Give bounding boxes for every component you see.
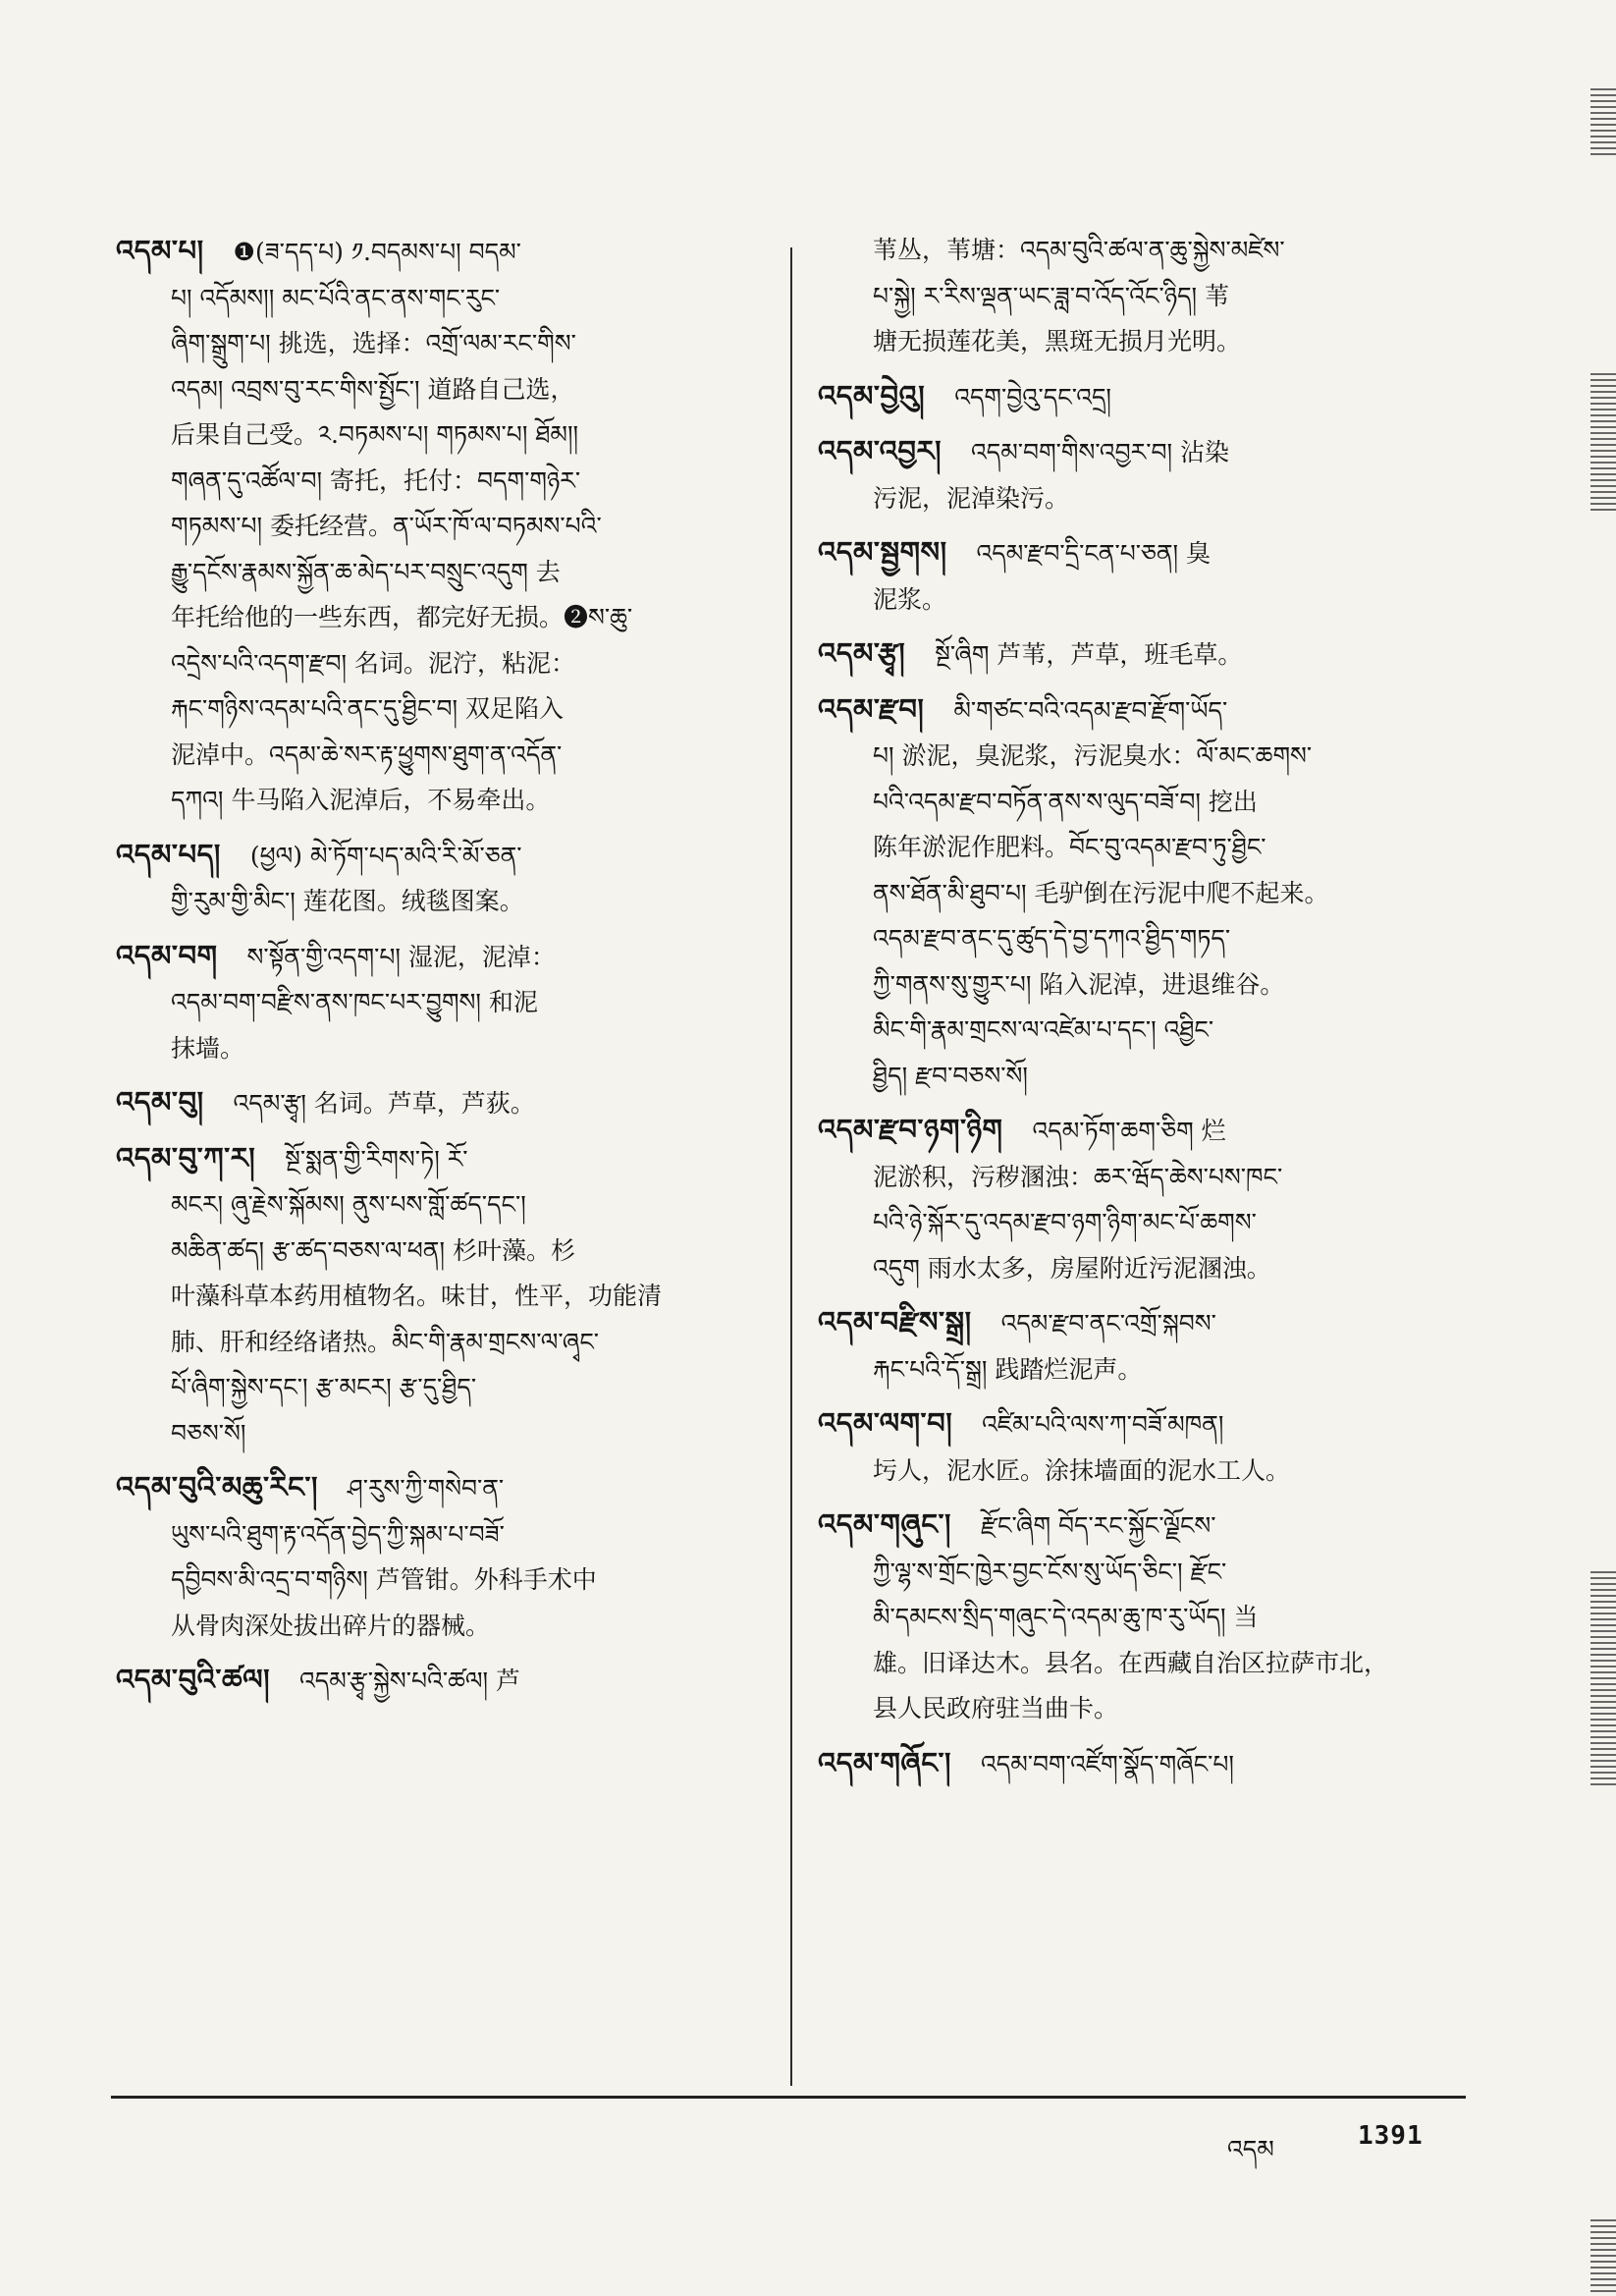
- entry-definition-line: པའི་ཉེ་སྐོར་དུ་འདམ་རྫབ་ཉག་ཉིག་མང་པོ་ཆགས་: [873, 1208, 1257, 1236]
- entry-definition-line: 圬人，泥水匠。涂抹墙面的泥水工人。: [873, 1455, 1291, 1485]
- entry-definition-line: 陈年淤泥作肥料。བོང་བུ་འདམ་རྫབ་ཏུ་ཐྱིང་: [873, 833, 1266, 861]
- entry-definition-line: ❶(ཟ་དད་པ) ༡.བདམས་པ། བདམ་: [233, 238, 521, 266]
- entry-definition-line: ཐྱིད། རྫབ་བཅས་སོ།: [873, 1061, 1028, 1090]
- right-column: [818, 228, 1466, 1795]
- entry-headword: འདམ་འབྱར།: [818, 434, 943, 467]
- entry-definition-line: རྒྱུ་དངོས་རྣམས་སྐྱོན་ཆ་མེད་པར་བསྲུང་འདུག 去: [171, 557, 561, 586]
- footer-rule: [111, 2096, 1466, 2099]
- entry-definition-line: མཆིན་ཚད། རྩ་ཚད་བཅས་ལ་ཕན། 杉叶藻。杉: [171, 1235, 575, 1265]
- dictionary-entry: [116, 1464, 759, 1649]
- entry-headword: འདམ་བུའི་མཆུ་རིང་།: [116, 1470, 318, 1503]
- dictionary-entry: [818, 1107, 1466, 1291]
- entry-definition-line: དབྱིབས་མི་འདྲ་བ་གཉིས། 芦管钳。外科手术中: [171, 1565, 597, 1594]
- dictionary-entry: [818, 1299, 1466, 1393]
- column-divider: [790, 247, 792, 2086]
- entry-headword: འདམ་བག: [116, 938, 218, 972]
- scan-edge-mark: [1590, 1571, 1616, 1787]
- dictionary-entry: [116, 1079, 759, 1127]
- entry-definition-line: པ། 淤泥，臭泥浆，污泥臭水：ལོ་མང་ཆགས་: [873, 741, 1313, 770]
- entry-definition-line: 苇丛，苇塘：འདམ་བུའི་ཚལ་ན་ཆུ་སྐྱེས་མཛེས་: [873, 236, 1285, 264]
- dictionary-entry: [818, 428, 1466, 521]
- dictionary-entry: [818, 1502, 1466, 1732]
- dictionary-entry: [116, 832, 759, 925]
- entry-headword: འདམ་གཞུང་།: [818, 1507, 951, 1541]
- entry-definition-line: གྱི་རུམ་གྱི་མིང་། 莲花图。绒毯图案。: [171, 887, 524, 915]
- entry-definition-line: འདམ་རྫབ་དྲི་ངན་པ་ཅན། 臭: [976, 539, 1212, 568]
- entry-definition-line: པའི་འདམ་རྫབ་བཏོན་ནས་ས་ལུད་བཟོ་བ། 挖出: [873, 787, 1258, 816]
- entry-definition-line: འདམ། འབྲས་བུ་རང་གིས་སྤྱོང་། 道路自己选，: [171, 374, 575, 404]
- entry-headword: འདམ་ལག་བ།: [818, 1406, 953, 1440]
- entry-definition-line: ཞིག་སྒྲུག་པ། 挑选，选择：འགྲོ་ལམ་རང་གིས་: [171, 329, 576, 357]
- entry-definition-line: (ཕྱལ) མེ་ཏོག་པད་མའི་རི་མོ་ཅན་: [249, 841, 522, 870]
- dictionary-entry: [818, 686, 1466, 1100]
- entry-definition-line: རྐང་པའི་དོ་སྒྲ། 践踏烂泥声。: [873, 1354, 1143, 1384]
- entry-definition-line: མི་དམངས་སྲིད་གཞུང་དེ་འདམ་ཆུ་ཁ་རུ་ཡོད། 当: [873, 1603, 1259, 1631]
- entry-definition-line: རྫོང་ཞིག བོད་རང་སྐྱོང་ལྗོངས་: [981, 1511, 1216, 1540]
- entry-definition-line: 泥浆。: [873, 584, 947, 614]
- entry-definition-line: 肺、肝和经络诸热。མིང་གི་རྣམ་གྲངས་ལ་ཞྭང་: [171, 1327, 600, 1356]
- scan-edge-mark: [1590, 373, 1616, 511]
- entry-definition-line: 泥淖中。འདམ་ཆེ་སར་རྟ་ཕྱུགས་ཐུག་ན་འདོན་: [171, 739, 563, 769]
- dictionary-entry: [818, 1740, 1466, 1788]
- entry-definition-line: 从骨肉深处拔出碎片的器械。: [171, 1611, 491, 1640]
- entry-definition-line: གཞན་དུ་འཚོལ་བ། 寄托，托付：བདག་གཉེར་: [171, 465, 581, 495]
- entry-definition-line: གཏམས་པ། 委托经营。ན་ཡོར་ཁོ་ལ་བཏམས་པའི་: [171, 512, 602, 540]
- dictionary-entry: [818, 529, 1466, 623]
- entry-definition-line: མི་གཙང་བའི་འདམ་རྫབ་རྫོག་ཡོད་: [953, 695, 1228, 725]
- dictionary-entry: [116, 1135, 759, 1457]
- entry-definition-line: 县人民政府驻当曲卡。: [873, 1694, 1119, 1722]
- entry-headword: འདམ་བརྫིས་སྒྲ།: [818, 1305, 972, 1339]
- page-number: 1391: [1358, 2121, 1424, 2151]
- entry-headword: འདམ་པད།: [116, 837, 221, 871]
- dictionary-entry: [818, 630, 1466, 679]
- entry-headword: འདམ་བྱེའུ།: [818, 378, 926, 412]
- entry-definition-line: 年托给他的一些东西，都完好无损。❷ས་ཆུ་: [171, 603, 633, 631]
- scan-edge-mark: [1590, 88, 1616, 157]
- entry-headword: འདམ་སྦྱགས།: [818, 535, 947, 569]
- entry-headword: འདམ་རྫབ་ཉག་ཉིག: [818, 1113, 1003, 1146]
- entry-definition-line: 后果自己受。༢.བཏམས་པ། གཏམས་པ། ཐོམ།།: [171, 420, 579, 449]
- entry-definition-line: འདྲེས་པའི་འདག་རྫབ། 名词。泥泞，粘泥：: [171, 648, 576, 678]
- entry-definition-line: འདུག 雨水太多，房屋附近污泥溷浊。: [873, 1253, 1271, 1283]
- entry-definition-line: འདམ་རྩྭ་སྐྱེས་པའི་ཚལ། 芦: [299, 1667, 521, 1695]
- entry-definition-line: ནས་ཐོན་མི་ཐུབ་པ། 毛驴倒在污泥中爬不起来。: [873, 878, 1329, 907]
- entry-definition-line: འདམ་བག་བརྫིས་ནས་ཁང་པར་བྱུགས། 和泥: [171, 988, 538, 1016]
- entry-definition-line: མངར། ཞུ་རྗེས་སྐོམས། ནུས་པས་གློ་ཚད་དང་།: [171, 1190, 526, 1219]
- entry-headword: འདམ་རྫབ།: [818, 691, 925, 726]
- entry-definition-line: སྔོ་ཞིག 芦苇，芦草，班毛草。: [935, 640, 1243, 669]
- entry-definition-line: 抹墙。: [171, 1033, 245, 1063]
- dictionary-entry: [116, 228, 759, 824]
- entry-definition-line: སྔོ་སྨན་གྱི་རིགས་ཏེ། རོ་: [285, 1144, 468, 1174]
- entry-headword: འདམ་བུའི་ཚལ།: [116, 1663, 271, 1696]
- entry-headword: འདམ་རྩྭ།: [818, 636, 906, 670]
- entry-definition-line: 泥淤积，污秽溷浊：ཆར་ཝོད་ཆེས་པས་ཁང་: [873, 1162, 1283, 1191]
- entry-headword: འདམ་གཞོང་།: [818, 1745, 951, 1779]
- entry-definition-line: ཀྱི་གནས་སུ་གྱུར་པ། 陷入泥淖，进退维谷。: [873, 969, 1285, 999]
- dictionary-entry: [818, 373, 1466, 421]
- entry-headword: འདམ་པ།: [116, 234, 204, 267]
- entry-definition-line: འདག་བྱེའུ་དང་འདྲ།: [954, 382, 1111, 411]
- entry-definition-line: འཛིམ་པའི་ལས་ཀ་བཟོ་མཁན།: [982, 1410, 1224, 1439]
- entry-definition-line: འདམ་བག་གིས་འབྱར་བ། 沾染: [971, 438, 1230, 466]
- entry-headword: འདམ་བུ་ཀ་ར།: [116, 1140, 256, 1175]
- entry-definition-line: ས་སྟོན་གྱི་འདག་པ། 湿泥，泥淖：: [246, 942, 556, 971]
- dictionary-entry: [116, 1657, 759, 1705]
- entry-definition-line: དཀའ། 牛马陷入泥淖后，不易牵出。: [171, 786, 551, 814]
- scan-edge-mark: [1590, 2219, 1616, 2296]
- entry-definition-line: འདམ་བག་འཛོག་སྣོད་གཞོང་པ།: [981, 1749, 1234, 1778]
- entry-definition-line: བཅས་སོ།: [171, 1418, 246, 1448]
- running-head: འདམ: [1227, 2135, 1274, 2163]
- entry-definition-line: རྐང་གཉིས་འདམ་པའི་ནང་དུ་ཐྱིང་བ། 双足陷入: [171, 694, 565, 723]
- left-column: [116, 228, 759, 1713]
- entry-definition-line: 塘无损莲花美，黑斑无损月光明。: [873, 327, 1242, 355]
- entry-definition-line: ཡུས་པའི་ཐུག་རྟ་འདོན་བྱེད་ཀྱི་སྐམ་པ་བཟོ་: [171, 1519, 505, 1549]
- entry-definition-line: འདམ་རྩྭ། 名词。芦草，芦荻。: [233, 1089, 535, 1118]
- dictionary-entry: [818, 228, 1466, 365]
- entry-headword: འདམ་བུ།: [116, 1085, 204, 1119]
- entry-definition-line: པོ་ཞིག་སྐྱེས་དང་། རྩ་མངར། རྩ་དུ་ཐྱིད་: [171, 1373, 477, 1401]
- entry-definition-line: 污泥，泥淖染污。: [873, 483, 1070, 513]
- entry-definition-line: ཀྱི་ལྷ་ས་གྲོང་ཁྱེར་བྱང་ངོས་སུ་ཡོད་ཅིང་། རྫོང་: [873, 1557, 1227, 1586]
- entry-definition-line: 雄。旧译达木。县名。在西藏自治区拉萨市北，: [873, 1648, 1389, 1677]
- entry-definition-line: པ་སྐྱེ། ར་རིས་ལྡན་ཡང་ཟླ་བ་འོད་འོང་ཉིད། 苇: [873, 281, 1230, 310]
- entry-definition-line: 叶藻科草本药用植物名。味甘，性平，功能清: [171, 1282, 663, 1310]
- entry-definition-line: འདམ་རྫབ་ནང་དུ་ཚུད་དེ་བྱ་དཀའ་ཐྱིད་གཏད་: [873, 924, 1231, 953]
- entry-definition-line: མིང་གི་རྣམ་གྲངས་ལ་འཛེམ་པ་དང་། འཐྱིང་: [873, 1015, 1214, 1044]
- entry-definition-line: འདམ་རྫབ་ནང་འགྲོ་སྐབས་: [1000, 1309, 1216, 1338]
- entry-definition-line: ཤ་རུས་ཀྱི་གསེབ་ན་: [347, 1474, 505, 1503]
- entry-definition-line: པ། འདོམས།། མང་པོའི་ནང་ནས་གང་རུང་: [171, 283, 501, 312]
- dictionary-entry: [116, 933, 759, 1072]
- dictionary-entry: [818, 1400, 1466, 1494]
- entry-definition-line: འདམ་ཏོག་ཆག་ཅིག 烂: [1032, 1117, 1226, 1145]
